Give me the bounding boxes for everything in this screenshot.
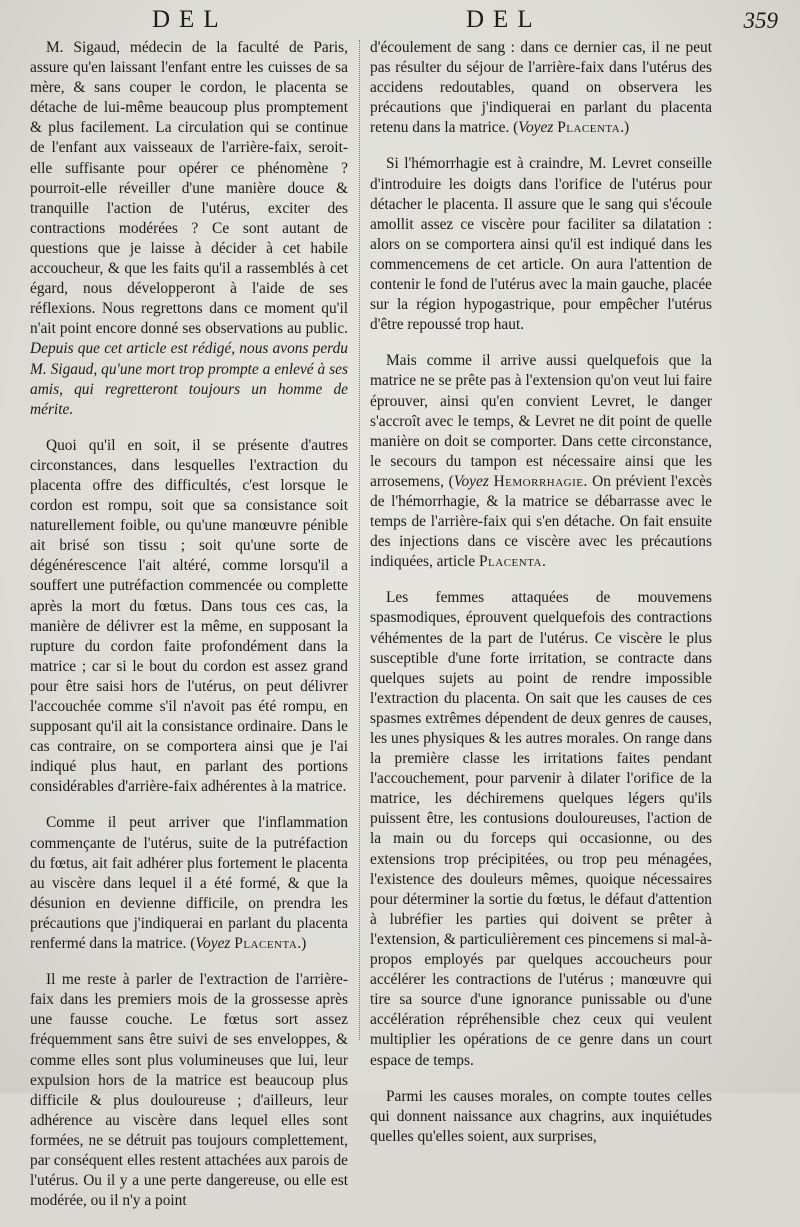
cross-reference-link: Placenta	[234, 935, 298, 953]
page-number: 359	[743, 8, 778, 33]
voyez-label: Voyez	[518, 119, 554, 137]
paragraph-text: .)	[297, 935, 307, 953]
paragraph-text: M. Sigaud, médecin de la faculté de Paris, assure qu'en laissant l'enfant entre les cuisses de sa mère, & sans couper le cordon, le placenta se détache de lui-même beaucoup plus promptement & plus facilement. La circulation qui se continue de l'enfant aux vaisseaux de l'arrière-faix, seroit-elle suffisante pour opérer ce phénomène ? pourroit-elle réveiller d'une manière douce & tranquille l'action de l'utérus, exciter des contractions modérées ? Ce sont autant de questions que je laisse à décider à cet habile accoucheur, & que les faits qu'il a rassemblés à cet égard, nous développeront à l'aide de ses réflexions. Nous regrettons dans ce moment qu'il n'ait point encore donné ses observations au public.	[30, 39, 348, 338]
paragraph-text: Il me reste à parler de l'extraction de l'arrière-faix dans les premiers mois de la grossesse après une fausse couche. Le fœtus sort assez fréquemment sans être suivi de ses enveloppes, & comme elles sont plus volumineuses que lui, leur expulsion hors de la matrice est beaucoup plus difficile & plus douloureuse ; d'ailleurs, leur adhérence au viscère dans lequel elles sont formées, ne se détruit pas toujours complettement, par conséquent elles restent attachées aux parois de l'utérus. Ou il y a une perte dangereuse, ou elle est modérée, ou il n'y a point	[30, 971, 348, 1210]
paragraph-levret	[370, 351, 712, 572]
paragraph-arriere-faix	[30, 970, 348, 1211]
running-head-left: DEL	[152, 6, 228, 33]
voyez-label: Voyez	[195, 935, 231, 953]
paragraph-spasmes	[370, 588, 712, 1070]
italic-note: Depuis que cet article est rédigé, nous avons perdu M. Sigaud, qu'une mort trop prompte a enlevé à ses amis, qui regretteront toujours un homme de mérite.	[30, 340, 348, 418]
paragraph-sigaud	[30, 38, 348, 420]
column-divider	[359, 40, 360, 1040]
cross-reference-link: Hemorrhagie	[493, 472, 584, 490]
cross-reference-link: Placenta	[557, 119, 621, 137]
paragraph-text: .)	[620, 119, 630, 137]
paragraph-text: Quoi qu'il en soit, il se présente d'autres circonstances, dans lesquelles l'extraction du placenta offre des difficultés, c'est lorsque le cordon est rompu, soit que sa consistance soit naturellement foible, ou qu'une manœuvre pénible ait brisé son tissu ; soit qu'une sorte de dégénérescence l'ait altéré, comme lorsqu'il a souffert une putréfaction commencée ou complette après la mort du fœtus. Dans tous ces cas, la manière de délivrer est la même, en supposant la rupture du cordon faite profondément dans la matrice ; car si le bout du cordon est assez grand pour être saisi hors de l'utérus, on peut délivrer l'accouchée comme s'il n'avoit pas été rompu, en supposant qu'il ait la consistance ordinaire. Dans le cas contraire, on se comportera ainsi que je l'ai indiqué plus haut, en parlant des portions considérables d'arrière-faix adhérentes à la matrice.	[30, 436, 348, 796]
paragraph-text: Parmi les causes morales, on compte toutes celles qui donnent naissance aux chagrins, aux inquiétudes quelles qu'elles soient, aux surprises,	[370, 1087, 712, 1145]
paragraph-text: Mais comme il arrive aussi quelquefois que la matrice ne se prête pas à l'extension qu'on veut lui faire éprouver, ainsi qu'en convient Levret, le danger s'accroît avec le temps, & Levret ne dit point de quelle manière on doit se comporter. Dans cette circonstance, le secours du tampon est nécessaire ainsi que les arrosemens, (	[370, 352, 712, 490]
cross-reference-link: Placenta	[479, 553, 543, 571]
right-column	[370, 38, 712, 1163]
running-head-right: DEL	[466, 6, 542, 33]
paragraph-text: .	[542, 553, 546, 571]
paragraph-causes-morales	[370, 1087, 712, 1147]
paragraph-hemorrhagie	[370, 154, 712, 335]
paragraph-circumstances	[30, 436, 348, 798]
paragraph-text: Les femmes attaquées de mouvemens spasmodiques, éprouvent quelquefois des contractions véhémentes de la part de l'utérus. Ce viscère le plus susceptible d'une forte irritation, se contracte dans quelques sujets au point de rendre impossible l'extraction du placenta. On sait que les causes de ces spasmes extrêmes dépendent de deux genres de causes, les unes physiques & les autres morales. On range dans la première classe les irritations faites pendant l'accouchement, pour parvenir à dilater l'orifice de la matrice, les déchiremens quelques légers qu'ils puissent être, les contusions douloureuses, l'action de la main ou du forceps qui occasionne, ou des extensions trop précipitées, ou trop peu ménagées, l'existence des douleurs mêmes, quoique nécessaires pour déterminer la sortie du fœtus, le défaut d'attention à lubréfier les parties qui doivent se prêter à l'extension, & particulièrement ces pincemens si mal-à-propos employés par quelques accoucheurs pour accélérer les contractions de l'utérus ; manœuvre qui tire sa source d'une ignorance punissable ou d'une accélération répréhensible chez ceux qui veulent multiplier les opérations de ce genre dans un court espace de temps.	[370, 589, 712, 1069]
left-column	[30, 38, 348, 1227]
paragraph-text: Si l'hémorrhagie est à craindre, M. Levret conseille d'introduire les doigts dans l'orifice de l'utérus pour détacher le placenta. Il assure que le sang qui s'écoule amollit assez ce viscère pour faciliter sa dilatation : alors on se comportera ainsi qu'il est indiqué dans les commencemens de cet article. On aura l'attention de contenir le fond de l'utérus avec la main gauche, placée sur la région hypogastrique, pour empêcher l'utérus d'être repoussé trop haut.	[370, 155, 712, 334]
paragraph-inflammation	[30, 813, 348, 954]
voyez-label: Voyez	[453, 472, 489, 490]
paragraph-text: . On prévient l'excès de l'hémorrhagie, & la matrice se débarrasse avec le temps de l'arrière-faix qui s'en détache. On fait ensuite des injections dans ce viscère avec les précautions indiquées, article	[370, 472, 712, 571]
paragraph-text: Comme il peut arriver que l'inflammation commençante de l'utérus, suite de la putréfaction du fœtus, ait fait adhérer plus fortement le placenta au viscère dans lequel il a été formé, & que la désunion en devienne difficile, on prendra les précautions que j'indiquerai en parlant du placenta renfermé dans la matrice. (	[30, 814, 348, 953]
paragraph-ecoulement	[370, 38, 712, 138]
paragraph-text: d'écoulement de sang : dans ce dernier cas, il ne peut pas résulter du séjour de l'arrière-faix dans l'utérus des accidens redoutables, quand on observera les précautions que j'indiquerai en parlant du placenta retenu dans la matrice. (	[370, 39, 712, 137]
